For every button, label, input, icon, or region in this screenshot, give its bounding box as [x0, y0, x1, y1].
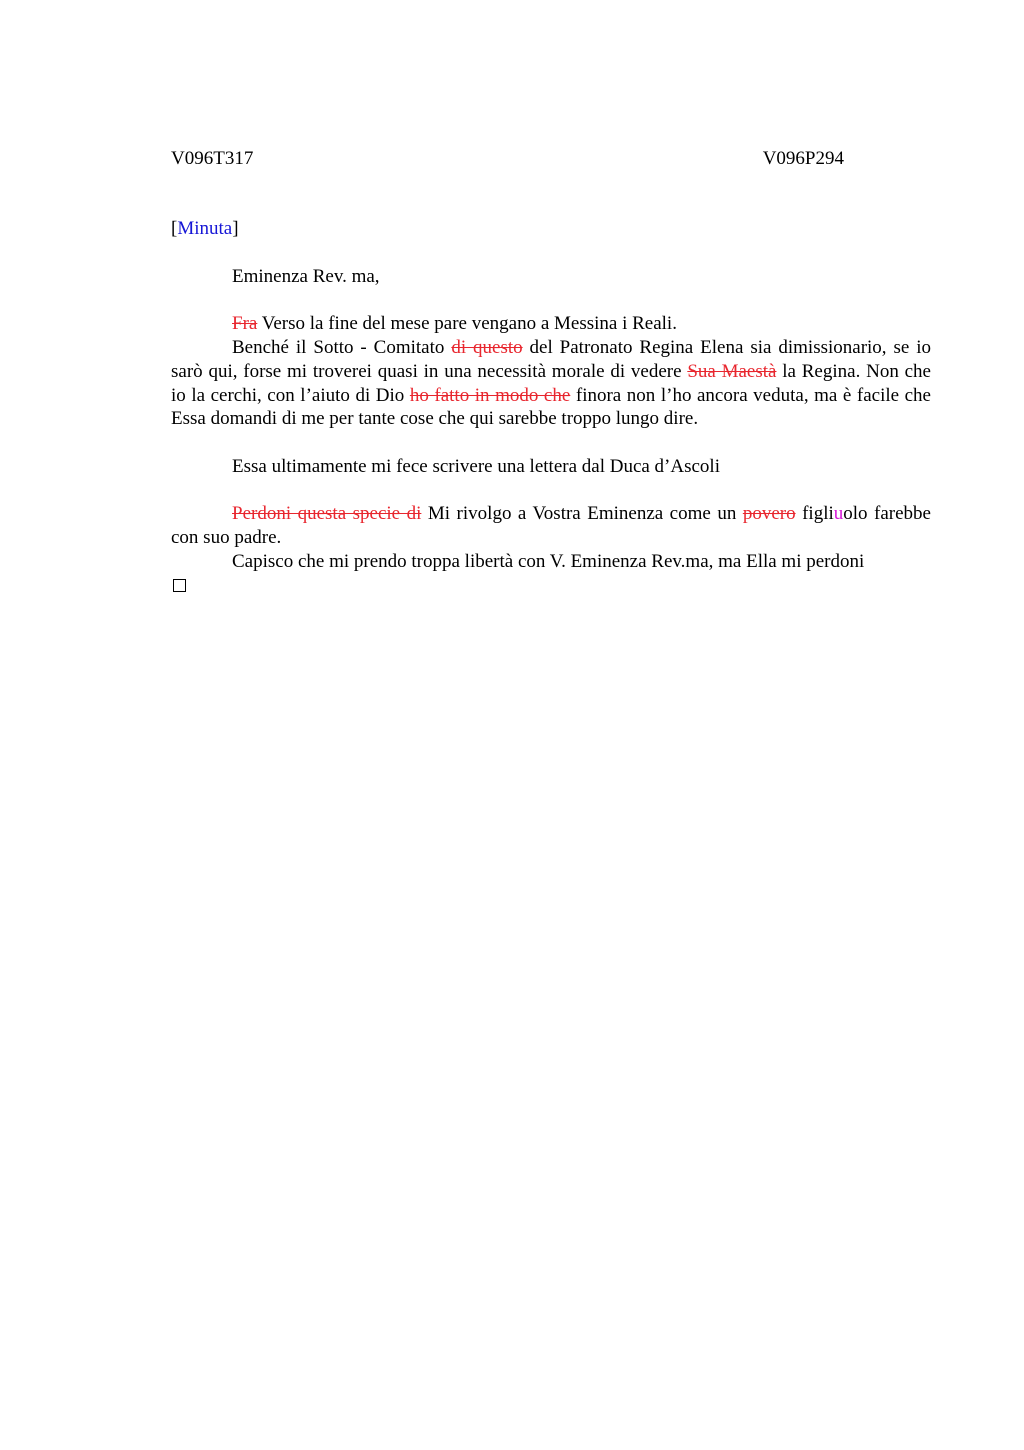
paragraph-text: figli — [795, 503, 834, 524]
deleted-text: povero — [742, 503, 796, 524]
deleted-text: ho fatto in modo che — [409, 384, 571, 406]
empty-box-icon — [173, 579, 186, 592]
paragraph-text: Mi rivolgo a Vostra Eminenza come un — [421, 503, 743, 524]
paragraph-4 — [171, 502, 931, 550]
page-header — [171, 147, 844, 171]
bracket-close: ] — [232, 218, 239, 239]
deleted-text: Perdoni questa specie di — [232, 503, 422, 524]
deleted-text: Fra — [232, 313, 258, 334]
paragraph-text: la Regina. Non che io la cerchi, con l’aiuto di Dio — [171, 360, 931, 406]
salutation: Eminenza Rev. ma, — [232, 266, 380, 287]
paragraph-3: Essa ultimamente mi fece scrivere una lettera dal Duca d’Ascoli — [232, 456, 720, 477]
paragraph-text: olo farebbe con suo padre. — [171, 503, 931, 548]
paragraph-text: Benché il Sotto - Comitato — [232, 337, 452, 358]
paragraph-text: del Patronato Regina Elena sia dimissionario, se io sarò qui, forse mi troverei quasi in una necessità morale di vedere — [171, 337, 931, 382]
paragraph-5: Capisco che mi prendo troppa libertà con V. Eminenza Rev.ma, ma Ella mi perdoni — [232, 551, 865, 572]
document-code-left: V096T317 — [171, 148, 254, 169]
paragraph-text: finora non l’ho ancora veduta, ma è facile che Essa domandi di me per tante cose che qui sarebbe troppo lungo dire. — [171, 384, 931, 430]
bracket-open: [ — [171, 218, 178, 239]
deleted-text: Sua Maestà — [687, 360, 777, 382]
inserted-letter: u — [833, 503, 844, 524]
paragraph-text: Verso la fine del mese pare vengano a Messina i Reali. — [257, 313, 677, 334]
deleted-text: di questo — [451, 337, 523, 358]
document-code-right: V096P294 — [762, 148, 844, 169]
paragraph-2 — [171, 336, 931, 431]
paragraph-1 — [171, 312, 677, 336]
editorial-note — [171, 217, 239, 241]
minuta-label: Minuta — [177, 218, 233, 239]
